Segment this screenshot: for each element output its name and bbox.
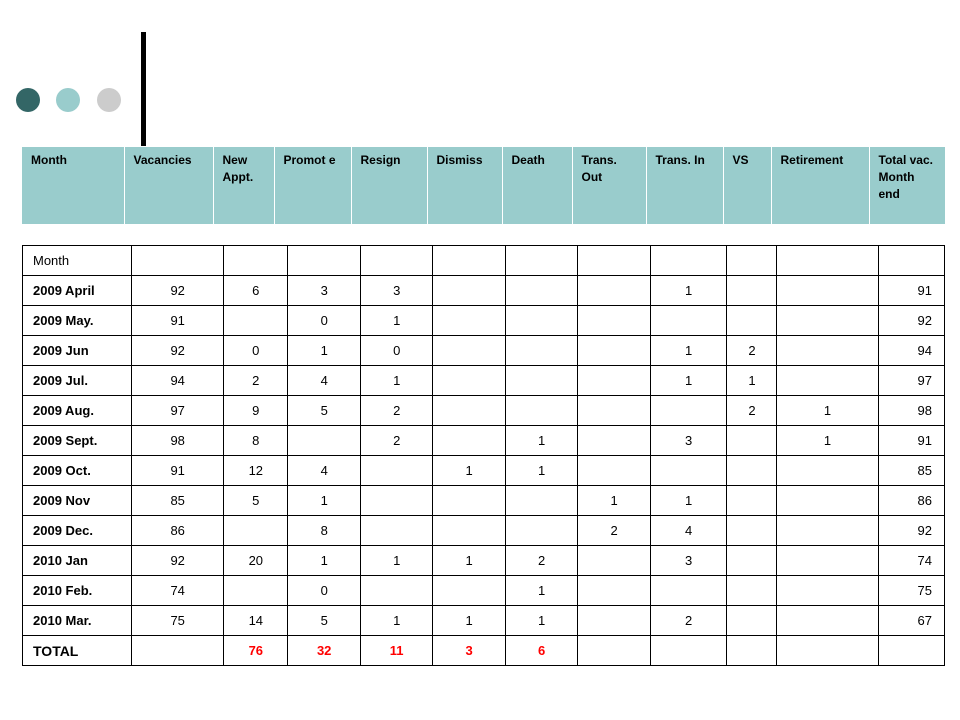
table-cell	[878, 246, 944, 276]
row-label: 2009 May.	[23, 306, 132, 336]
table-cell	[578, 456, 650, 486]
table-cell: 2	[650, 606, 727, 636]
table-cell	[777, 486, 878, 516]
table-cell: 2	[727, 396, 777, 426]
table-cell	[433, 486, 505, 516]
table-cell: 74	[878, 546, 944, 576]
table-cell: 91	[878, 276, 944, 306]
table-cell	[224, 306, 288, 336]
table-cell: 2	[505, 546, 577, 576]
column-header: Month	[22, 147, 124, 224]
table-cell	[650, 456, 727, 486]
table-cell	[433, 306, 505, 336]
table-cell	[505, 246, 577, 276]
table-cell: 1	[505, 576, 577, 606]
table-row	[23, 456, 945, 486]
table-cell	[777, 276, 878, 306]
table-cell: 1	[505, 606, 577, 636]
table-cell: 3	[288, 276, 360, 306]
table-cell: 3	[650, 546, 727, 576]
table-cell	[360, 456, 432, 486]
table-row	[23, 516, 945, 546]
table-cell: 1	[650, 276, 727, 306]
table-cell: 1	[650, 486, 727, 516]
table-cell: 86	[878, 486, 944, 516]
row-label: 2009 Aug.	[23, 396, 132, 426]
table-cell: 1	[360, 306, 432, 336]
table-row	[23, 276, 945, 306]
table-cell: 2	[360, 426, 432, 456]
table-cell	[505, 366, 577, 396]
table-row	[23, 576, 945, 606]
total-row	[23, 636, 945, 666]
table-cell: 91	[132, 306, 224, 336]
table-cell: 2	[727, 336, 777, 366]
row-label: 2010 Jan	[23, 546, 132, 576]
table-cell	[433, 516, 505, 546]
table-cell: 5	[224, 486, 288, 516]
table-cell: 0	[224, 336, 288, 366]
table-row	[23, 306, 945, 336]
table-cell	[777, 516, 878, 546]
total-label: TOTAL	[23, 636, 132, 666]
table-cell	[777, 246, 878, 276]
table-cell: 5	[288, 606, 360, 636]
table-cell: 1	[650, 366, 727, 396]
vacancy-table	[22, 245, 945, 666]
table-cell: 1	[650, 336, 727, 366]
table-cell: 94	[878, 336, 944, 366]
table-cell	[433, 246, 505, 276]
total-cell: 3	[433, 636, 505, 666]
table-cell	[360, 486, 432, 516]
table-cell	[727, 456, 777, 486]
table-cell: 2	[224, 366, 288, 396]
decor-dot-teal	[56, 88, 80, 112]
header-row	[22, 147, 945, 224]
table-cell: 1	[433, 606, 505, 636]
table-cell: 75	[132, 606, 224, 636]
table-row	[23, 546, 945, 576]
table-cell	[578, 576, 650, 606]
table-cell: 0	[360, 336, 432, 366]
table-cell: 1	[505, 456, 577, 486]
table-cell	[727, 546, 777, 576]
total-cell	[650, 636, 727, 666]
table-cell	[505, 276, 577, 306]
table-row	[23, 246, 945, 276]
table-cell: 9	[224, 396, 288, 426]
column-header: Trans. In	[646, 147, 723, 224]
table-cell	[727, 246, 777, 276]
row-label: 2009 Nov	[23, 486, 132, 516]
table-cell	[727, 576, 777, 606]
table-row	[23, 336, 945, 366]
table-cell	[433, 336, 505, 366]
table-cell	[727, 426, 777, 456]
table-cell: 85	[132, 486, 224, 516]
table-cell	[224, 576, 288, 606]
table-cell: 5	[288, 396, 360, 426]
row-label: 2009 Jun	[23, 336, 132, 366]
table-cell	[578, 246, 650, 276]
table-cell: 86	[132, 516, 224, 546]
total-cell	[777, 636, 878, 666]
table-cell	[505, 486, 577, 516]
table-cell	[132, 246, 224, 276]
table-cell: 1	[360, 606, 432, 636]
row-label: Month	[23, 246, 132, 276]
table-cell	[505, 396, 577, 426]
table-cell: 1	[360, 546, 432, 576]
total-cell: 32	[288, 636, 360, 666]
column-header: Total vac. Month end	[869, 147, 945, 224]
table-cell	[777, 366, 878, 396]
table-cell: 98	[132, 426, 224, 456]
column-header: Vacancies	[124, 147, 213, 224]
table-cell: 6	[224, 276, 288, 306]
table-cell	[578, 276, 650, 306]
table-cell: 92	[132, 276, 224, 306]
table-cell: 1	[433, 456, 505, 486]
table-cell: 3	[360, 276, 432, 306]
table-cell: 91	[878, 426, 944, 456]
table-cell	[433, 396, 505, 426]
row-label: 2009 Jul.	[23, 366, 132, 396]
table-cell	[505, 516, 577, 546]
table-cell: 3	[650, 426, 727, 456]
table-cell	[727, 516, 777, 546]
table-cell	[777, 606, 878, 636]
table-cell: 2	[360, 396, 432, 426]
table-cell: 94	[132, 366, 224, 396]
table-cell	[578, 306, 650, 336]
table-cell	[650, 576, 727, 606]
table-cell: 92	[132, 336, 224, 366]
column-header: Promot e	[274, 147, 351, 224]
total-cell	[578, 636, 650, 666]
table-cell: 67	[878, 606, 944, 636]
row-label: 2009 April	[23, 276, 132, 306]
table-cell	[578, 426, 650, 456]
table-cell: 14	[224, 606, 288, 636]
table-cell: 2	[578, 516, 650, 546]
table-row	[23, 396, 945, 426]
table-row	[23, 486, 945, 516]
table-cell	[360, 246, 432, 276]
table-cell	[578, 606, 650, 636]
table-cell	[777, 546, 878, 576]
table-cell	[505, 306, 577, 336]
table-cell: 4	[288, 456, 360, 486]
column-header: Dismiss	[427, 147, 502, 224]
total-cell	[727, 636, 777, 666]
table-cell	[505, 336, 577, 366]
table-cell	[578, 546, 650, 576]
table-cell: 1	[727, 366, 777, 396]
table-cell: 1	[288, 546, 360, 576]
total-cell	[878, 636, 944, 666]
table-row	[23, 426, 945, 456]
table-cell	[727, 606, 777, 636]
table-cell	[727, 486, 777, 516]
table-cell	[777, 576, 878, 606]
table-cell: 12	[224, 456, 288, 486]
table-cell: 97	[132, 396, 224, 426]
table-cell	[650, 246, 727, 276]
table-cell	[224, 246, 288, 276]
table-cell	[777, 306, 878, 336]
table-row	[23, 366, 945, 396]
table-cell	[433, 426, 505, 456]
table-cell	[727, 276, 777, 306]
table-cell	[650, 306, 727, 336]
decor-dot-gray	[97, 88, 121, 112]
table-cell: 1	[433, 546, 505, 576]
table-cell: 8	[224, 426, 288, 456]
table-cell: 74	[132, 576, 224, 606]
table-cell: 0	[288, 576, 360, 606]
table-cell	[433, 276, 505, 306]
column-header: Retirement	[771, 147, 869, 224]
table-row	[23, 606, 945, 636]
column-header: New Appt.	[213, 147, 274, 224]
row-label: 2010 Feb.	[23, 576, 132, 606]
table-cell: 8	[288, 516, 360, 546]
table-cell: 4	[650, 516, 727, 546]
row-label: 2009 Sept.	[23, 426, 132, 456]
column-header: Death	[502, 147, 572, 224]
table-cell: 85	[878, 456, 944, 486]
table-cell: 98	[878, 396, 944, 426]
row-label: 2009 Dec.	[23, 516, 132, 546]
table-cell: 20	[224, 546, 288, 576]
table-cell	[578, 336, 650, 366]
table-cell	[288, 246, 360, 276]
table-cell	[777, 336, 878, 366]
total-cell: 11	[360, 636, 432, 666]
table-cell	[288, 426, 360, 456]
table-cell	[777, 456, 878, 486]
table-cell	[360, 516, 432, 546]
column-header-bar	[22, 147, 945, 224]
table-cell	[224, 516, 288, 546]
table-cell: 0	[288, 306, 360, 336]
table-cell: 1	[777, 426, 878, 456]
table-cell: 91	[132, 456, 224, 486]
table-cell: 75	[878, 576, 944, 606]
column-header: Trans. Out	[572, 147, 646, 224]
table-cell	[727, 306, 777, 336]
table-cell: 1	[578, 486, 650, 516]
table-cell: 92	[878, 306, 944, 336]
decor-vertical-line	[141, 32, 146, 146]
table-cell	[650, 396, 727, 426]
table-cell: 92	[878, 516, 944, 546]
total-cell: 6	[505, 636, 577, 666]
total-cell	[132, 636, 224, 666]
row-label: 2010 Mar.	[23, 606, 132, 636]
table-cell: 97	[878, 366, 944, 396]
decor-dot-dark	[16, 88, 40, 112]
table-cell	[433, 366, 505, 396]
table-cell: 1	[360, 366, 432, 396]
table-cell: 1	[777, 396, 878, 426]
table-cell: 1	[288, 336, 360, 366]
table-cell	[360, 576, 432, 606]
table-cell: 92	[132, 546, 224, 576]
table-cell: 4	[288, 366, 360, 396]
table-cell	[433, 576, 505, 606]
table-cell	[578, 366, 650, 396]
total-cell: 76	[224, 636, 288, 666]
column-header: Resign	[351, 147, 427, 224]
row-label: 2009 Oct.	[23, 456, 132, 486]
table-cell: 1	[505, 426, 577, 456]
column-header: VS	[723, 147, 771, 224]
table-cell	[578, 396, 650, 426]
table-cell: 1	[288, 486, 360, 516]
